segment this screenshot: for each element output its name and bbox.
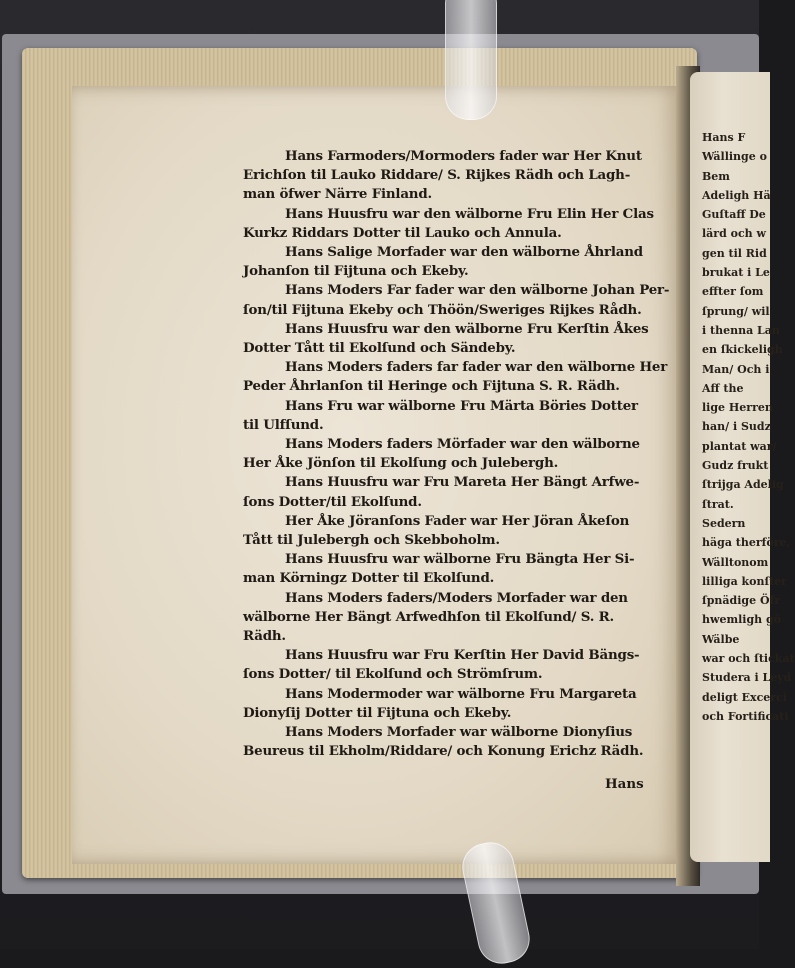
text-line: ſon/til Fijtuna Ekeby och Thöön/Sweriges Rijkes Rådh. xyxy=(243,301,642,318)
right-page-line: deligt Excerci xyxy=(702,690,787,704)
text-line: Hans Huusfru war wälborne Fru Bängta Her Si- xyxy=(285,551,635,568)
left-page-text xyxy=(243,147,670,762)
text-line: Dionyſij Dotter til Fijtuna och Ekeby. xyxy=(243,704,512,721)
text-line: Her Åke Jöranſons Fader war Her Jöran Åkeſon xyxy=(285,512,630,529)
right-page-line: brukat i Le xyxy=(702,266,770,280)
text-line: Hans Salige Morfader war den wälborne Åhrland xyxy=(285,244,643,261)
text-line: Hans Huusfru war Fru Mareta Her Bängt Arfwe- xyxy=(285,474,640,491)
right-page-line: ſtrat. xyxy=(702,497,734,511)
right-page-line: lilliga konſter xyxy=(702,574,788,588)
right-page-line: Guſtaff De xyxy=(702,208,766,222)
right-page-line: ſtrijga Adelig xyxy=(702,478,784,492)
text-line: Hans Moders faders Mörfader war den wälborne xyxy=(285,436,640,453)
text-line: Hans Fru war wälborne Fru Märta Böries Dotter xyxy=(285,397,638,414)
text-line: Dotter Tått til Ekolſund och Sändeby. xyxy=(243,340,516,357)
text-line: Kurkz Riddars Dotter til Lauko och Annula. xyxy=(243,224,562,241)
text-line: wälborne Her Bängt Arfwedhſon til Ekolſund/ S. R. xyxy=(243,608,615,625)
right-page-line: lige Herren xyxy=(702,401,773,415)
text-line: Hans Huusfru war den wälborne Fru Elin Her Clas xyxy=(285,205,654,222)
right-page-line: plantat war/ xyxy=(702,439,777,453)
text-line: Hans Huusfru war Fru Kerſtin Her David Bängs- xyxy=(285,647,640,664)
text-line: ſons Dotter/ til Ekolſund och Strömſrum. xyxy=(243,666,543,683)
right-page-line: Hans F xyxy=(702,131,746,144)
text-line: til Ulfſund. xyxy=(243,416,324,433)
top-page-clip xyxy=(445,0,497,120)
right-page-line: Adeligh Hä xyxy=(702,188,771,202)
text-line: Hans Huusfru war den wälborne Fru Kerſtin Åkes xyxy=(285,320,649,337)
text-line: man öfwer Närre Finland. xyxy=(243,186,432,203)
right-page-line: Wälltonom xyxy=(702,555,769,569)
right-page-line: gen til Rid xyxy=(702,246,767,260)
text-line: Hans Moders Far fader war den wälborne Johan Per- xyxy=(285,282,670,299)
text-line: Erichſon til Lauko Riddare/ S. Rijkes Rädh och Lagh- xyxy=(243,167,631,184)
text-line: Tått til Julebergh och Skebboholm. xyxy=(243,532,500,549)
right-page-line: Bem xyxy=(702,169,730,183)
text-line: Her Åke Jönſon til Ekolſung och Julebergh. xyxy=(243,455,559,472)
right-page-line: i thenna Lan xyxy=(702,323,780,337)
right-page-line: han/ i Sudz xyxy=(702,420,771,434)
text-line: Peder Åhrlanſon til Heringe och Fijtuna S. R. Rädh. xyxy=(243,378,620,395)
right-page-line: och Fortificati xyxy=(702,709,789,723)
right-page-line: Wällinge o xyxy=(702,150,767,164)
text-line: Hans Farmoders/Mormoders fader war Her Knut xyxy=(285,148,642,164)
right-page-line: Studera i Leyd xyxy=(702,671,792,685)
right-page-line: en ſkickeligh xyxy=(702,343,783,357)
right-page-text xyxy=(702,128,795,726)
text-line: man Körningz Dotter til Ekolſund. xyxy=(243,570,495,587)
right-page-line: Sedern xyxy=(702,516,746,530)
right-page-line: effter ſom xyxy=(702,285,764,299)
right-page-line: Aff the xyxy=(702,381,744,395)
right-page-line: Gudz frukt xyxy=(702,459,769,473)
text-line: Beureus til Ekholm/Riddare/ och Konung Erichz Rädh. xyxy=(243,743,644,760)
right-page-line: war och ſtickat xyxy=(702,652,795,666)
text-line: Hans Moders faders/Moders Morfader war den xyxy=(285,589,628,606)
text-line: Hans Modermoder war wälborne Fru Margareta xyxy=(285,685,637,702)
text-line: ſons Dotter/til Ekolſund. xyxy=(243,493,422,510)
right-page-line: hwemligh gö xyxy=(702,613,782,627)
right-page-line: ſpnädige Öfr xyxy=(702,594,781,608)
right-page-line: lärd och w xyxy=(702,227,766,241)
right-page-line: häga therföre, xyxy=(702,536,791,550)
text-line: Hans Moders Morfader war wälborne Dionyſius xyxy=(285,724,633,741)
right-page-line: Man/ Och i xyxy=(702,362,770,376)
text-line: Hans Moders faders far fader war den wälborne Her xyxy=(285,359,668,376)
text-line: Rädh. xyxy=(243,628,286,645)
right-page-line: Wälbe xyxy=(702,632,740,646)
text-line: Johanſon til Fijtuna och Ekeby. xyxy=(243,263,469,280)
right-page-line: ſprung/ wil xyxy=(702,304,770,318)
catchword: Hans xyxy=(605,776,644,792)
